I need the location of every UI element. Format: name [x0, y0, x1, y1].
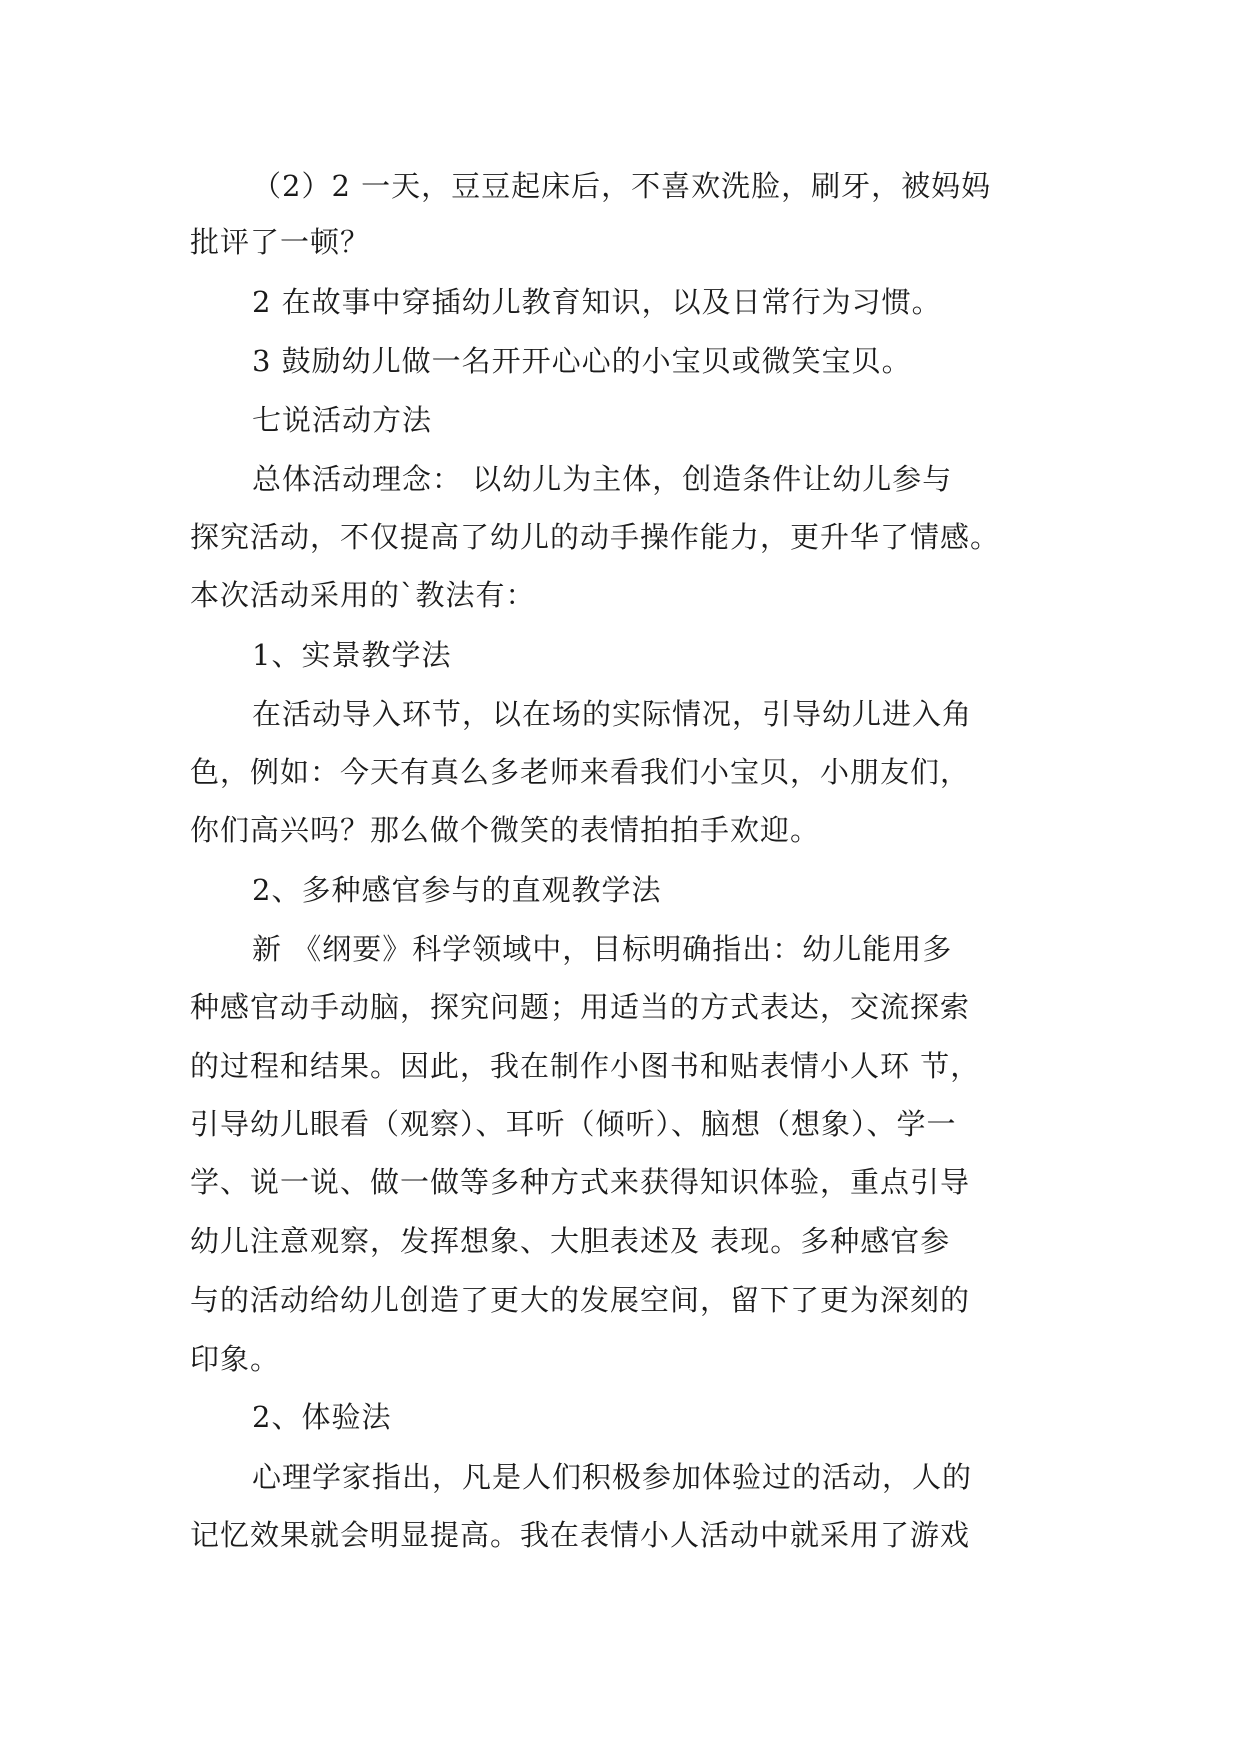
paragraph-line: 的过程和结果。因此，我在制作小图书和贴表情小人环 节，: [190, 1049, 981, 1083]
paragraph-line: 引导幼儿眼看（观察）、耳听（倾听）、脑想（想象）、学一: [190, 1107, 957, 1141]
paragraph-line: 学、说一说、做一做等多种方式来获得知识体验，重点引导: [190, 1165, 971, 1199]
paragraph-line: 幼儿注意观察，发挥想象、大胆表述及 表现。多种感官参: [190, 1224, 951, 1258]
subheading: 2、体验法: [252, 1400, 392, 1434]
paragraph-line: 印象。: [190, 1342, 281, 1376]
subheading: 2、多种感官参与的直观教学法: [252, 873, 662, 907]
paragraph-line: 2 在故事中穿插幼儿教育知识，以及日常行为习惯。: [252, 285, 942, 319]
paragraph-line: 记忆效果就会明显提高。我在表情小人活动中就采用了游戏: [190, 1518, 971, 1552]
paragraph-line: 心理学家指出，凡是人们积极参加体验过的活动，人的: [252, 1460, 973, 1494]
paragraph-line: 色，例如：今天有真么多老师来看我们小宝贝，小朋友们，: [190, 755, 971, 789]
paragraph-line: 在活动导入环节，以在场的实际情况，引导幼儿进入角: [252, 697, 973, 731]
subheading: 1、实景教学法: [252, 638, 452, 672]
paragraph-line: 总体活动理念： 以幼儿为主体，创造条件让幼儿参与: [252, 462, 953, 496]
paragraph-line: 新 《纲要》科学领域中，目标明确指出：幼儿能用多: [252, 932, 953, 966]
paragraph-line: 种感官动手动脑，探究问题；用适当的方式表达，交流探索: [190, 990, 971, 1024]
paragraph-line: 探究活动，不仅提高了幼儿的动手操作能力，更升华了情感。: [190, 520, 1001, 554]
paragraph-line: 本次活动采用的`教法有：: [190, 578, 536, 612]
paragraph-line: 与的活动给幼儿创造了更大的发展空间，留下了更为深刻的: [190, 1283, 971, 1317]
paragraph-line: 你们高兴吗？那么做个微笑的表情拍拍手欢迎。: [190, 813, 821, 847]
paragraph-line: （2）2 一天，豆豆起床后，不喜欢洗脸，刷牙，被妈妈: [252, 169, 992, 203]
paragraph-line: 3 鼓励幼儿做一名开开心心的小宝贝或微笑宝贝。: [252, 344, 912, 378]
paragraph-line: 批评了一顿？: [190, 225, 371, 259]
section-heading: 七说活动方法: [252, 403, 433, 437]
